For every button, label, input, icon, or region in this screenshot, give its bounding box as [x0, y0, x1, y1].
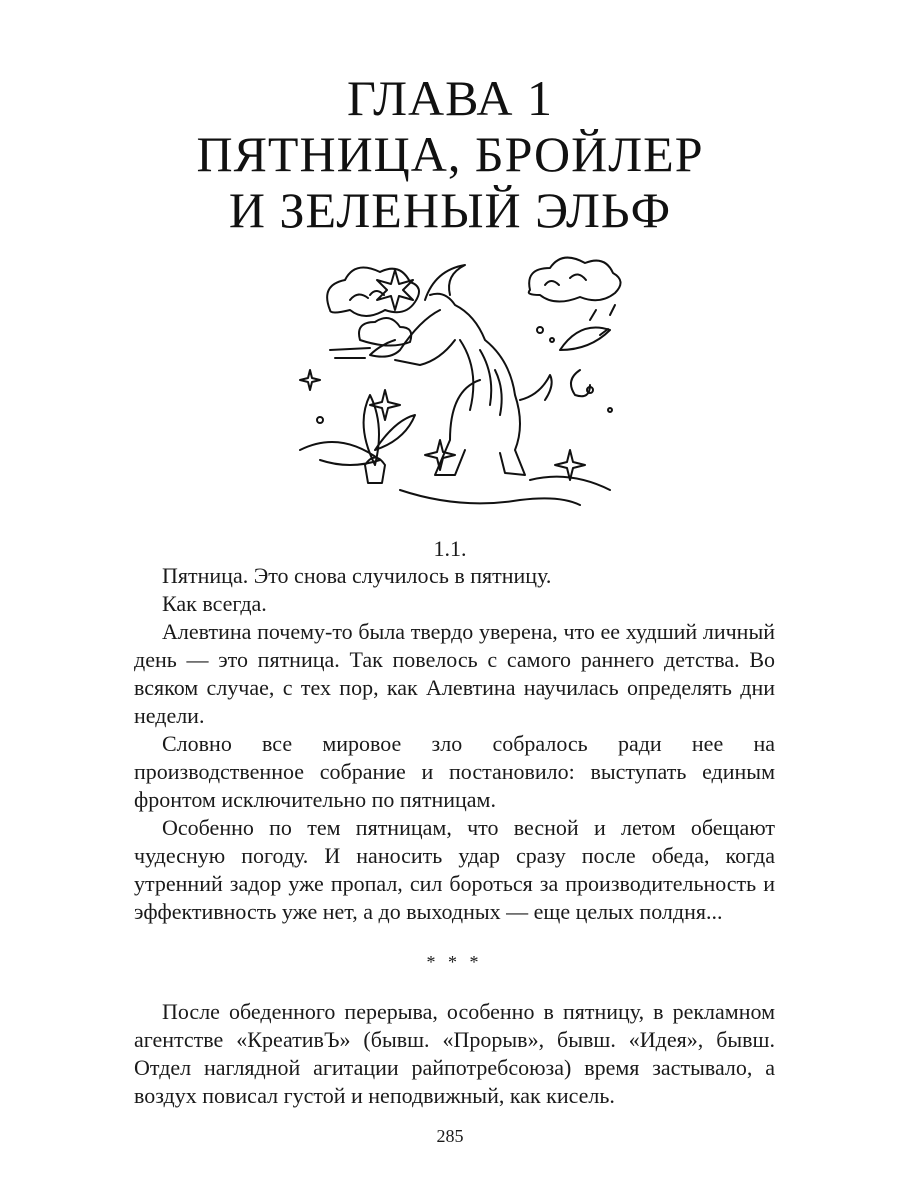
paragraph: Словно все мировое зло собралось ради нее на производственное собрание и постановило: выступать единым фронтом исключительно по пятницам. — [134, 731, 775, 812]
chapter-title-line-2: ПЯТНИЦА, БРОЙЛЕР — [196, 126, 704, 182]
goat-illustration-icon — [290, 240, 640, 525]
section-number: 1.1. — [433, 536, 467, 561]
chapter-title-line-1: ГЛАВА 1 — [347, 70, 553, 126]
page-number: 285 — [436, 1126, 464, 1146]
scene-separator: * * * — [426, 952, 483, 972]
chapter-title — [0, 70, 900, 238]
paragraph: Особенно по тем пятницам, что весной и летом обещают чудесную погоду. И наносить удар сразу после обеда, когда утренний задор уже пропал, сил бороться за производительность и эффективность уже нет, а до выходных — еще целых полдня... — [134, 815, 775, 924]
chapter-title-line-3: И ЗЕЛЕНЫЙ ЭЛЬФ — [228, 182, 672, 238]
paragraph: Как всегда. — [162, 591, 267, 616]
paragraph: Пятница. Это снова случилось в пятницу. — [162, 563, 552, 588]
body-text — [134, 562, 775, 1110]
paragraph: После обеденного перерыва, особенно в пятницу, в рекламном агентстве «КреативЪ» (бывш. «Прорыв», бывш. «Идея», бывш. Отдел наглядной агитации райпотребсоюза) время застывало, а воздух повисал густой и неподвижный, как кисель. — [134, 999, 775, 1108]
paragraph: Алевтина почему-то была твердо уверена, что ее худший личный день — это пятница. Так повелось с самого раннего детства. Во всяком случае, с тех пор, как Алевтина научилась определять дни недели. — [134, 619, 775, 728]
